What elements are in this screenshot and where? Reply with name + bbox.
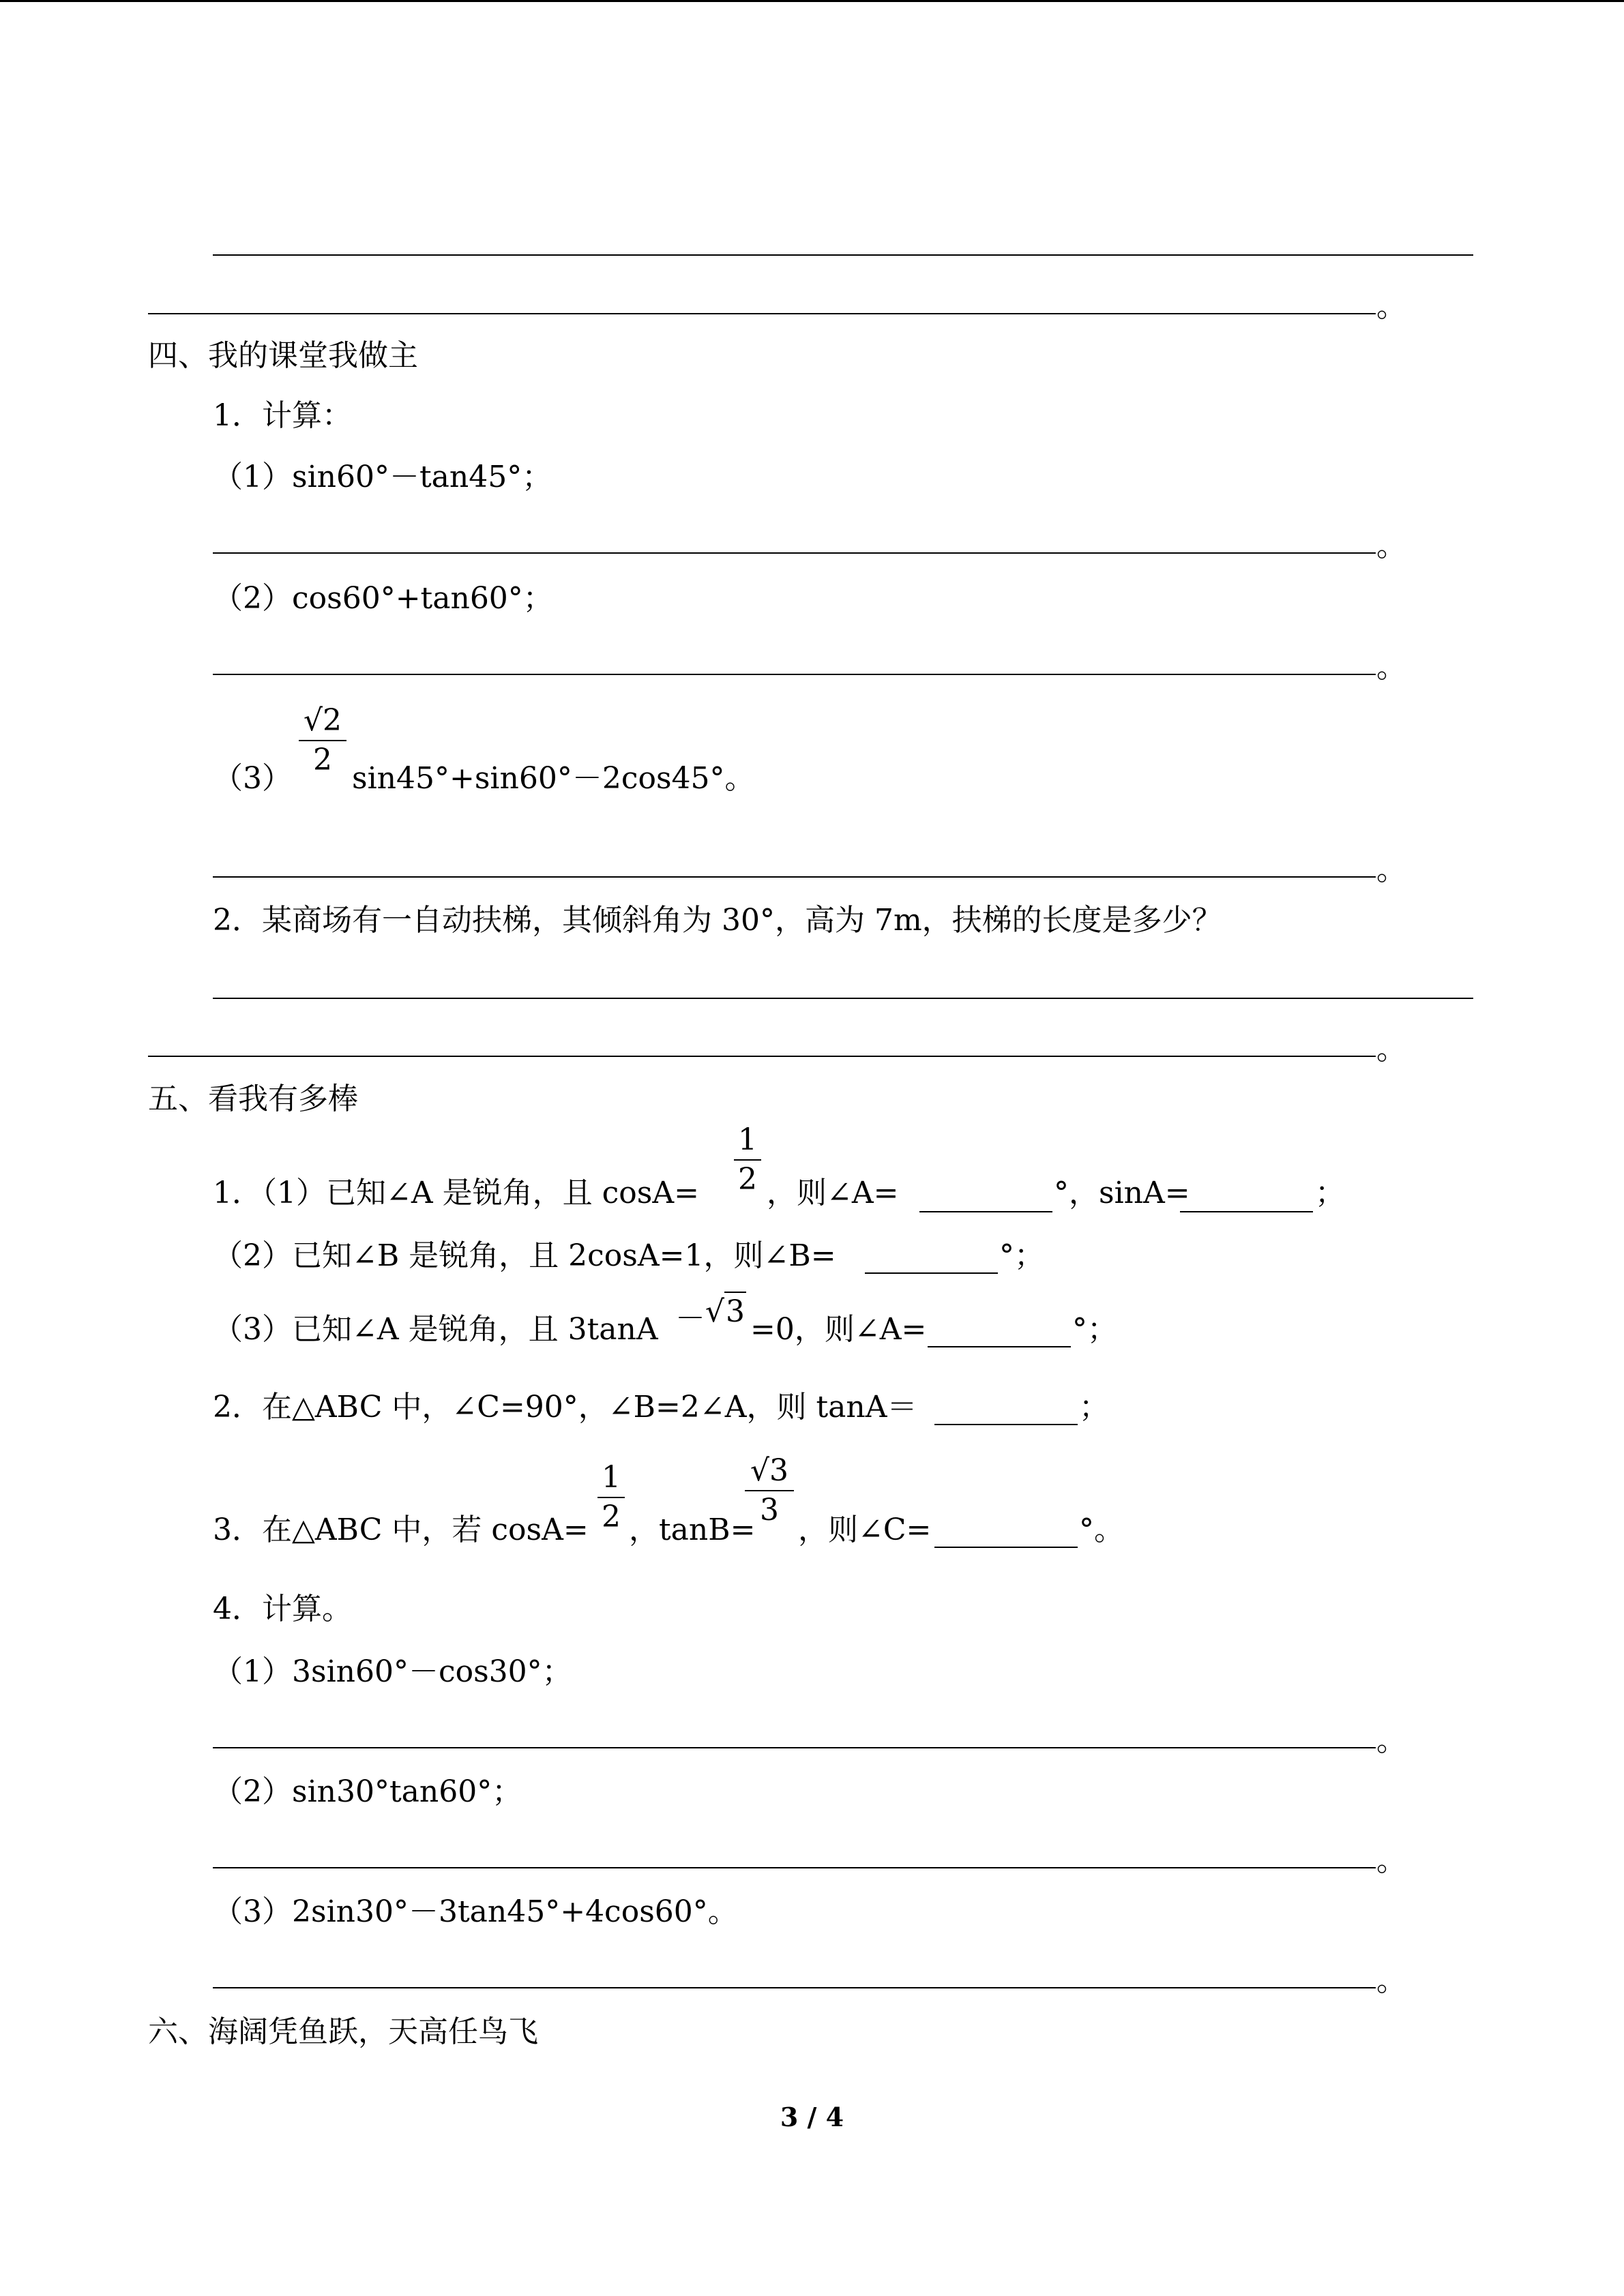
sqrt-3: √3 (705, 1297, 746, 1327)
fraction-1-over-2 (734, 1122, 761, 1197)
question-part: （3）2sin30°－3tan45°+4cos60°。 (213, 1894, 738, 1929)
line-end-mark: 。 (1376, 1963, 1406, 1998)
fraction-sqrt2-over-2 (299, 703, 346, 777)
answer-line[interactable] (213, 1867, 1376, 1868)
line-end-mark: 。 (1376, 1032, 1406, 1067)
question-part-rest: sin45°+sin60°－2cos45°。 (352, 761, 755, 796)
line-end-mark: 。 (1376, 1723, 1406, 1758)
question-part: 1．（1）已知∠A 是锐角，且 cosA= (213, 1176, 699, 1210)
line-end-mark: 。 (1376, 528, 1406, 563)
question-text: ，则∠C= (798, 1512, 932, 1547)
fraction-numerator: √2 (303, 703, 342, 738)
question-part: =0，则∠A= (750, 1312, 927, 1347)
fraction-numerator: 1 (738, 1122, 757, 1157)
question-title: 1．计算： (213, 398, 352, 433)
fraction-1-over-2 (597, 1460, 625, 1534)
line-end-mark: 。 (1376, 852, 1406, 887)
question-text: ； (1079, 1390, 1109, 1425)
minus-sign: － (675, 1301, 705, 1336)
question-part: ； (1315, 1176, 1345, 1210)
fill-blank[interactable] (934, 1424, 1078, 1425)
fraction-denominator: 2 (738, 1162, 757, 1197)
answer-line[interactable] (213, 876, 1376, 878)
fill-blank[interactable] (919, 1211, 1052, 1212)
question-part: °； (999, 1238, 1044, 1273)
line-end-mark: 。 (1376, 1843, 1406, 1878)
fraction-sqrt3-over-3 (745, 1453, 794, 1527)
answer-line[interactable] (148, 1056, 1376, 1057)
fraction-denominator: 2 (602, 1500, 621, 1534)
question-text: 3．在△ABC 中，若 cosA= (213, 1512, 589, 1547)
fraction-numerator: 1 (602, 1460, 621, 1495)
fraction-bar (745, 1490, 794, 1491)
answer-line[interactable] (213, 998, 1473, 999)
question-part: （1）sin60°－tan45°； (213, 460, 552, 494)
fraction-numerator: √3 (750, 1453, 789, 1488)
fraction-bar (734, 1159, 761, 1161)
question-part: （2）cos60°+tan60°； (213, 581, 553, 616)
fraction-denominator: 2 (313, 743, 332, 777)
answer-line[interactable] (213, 674, 1376, 675)
fraction-denominator: 3 (760, 1493, 779, 1527)
question-text: °。 (1079, 1512, 1124, 1547)
answer-line[interactable] (213, 254, 1473, 256)
line-end-mark: 。 (1376, 289, 1406, 324)
fill-blank[interactable] (1180, 1211, 1313, 1212)
question-part: °； (1072, 1312, 1117, 1347)
section-heading-five: 五、看我有多棒 (148, 1082, 358, 1116)
question-text: 2．某商场有一自动扶梯，其倾斜角为 30°，高为 7m，扶梯的长度是多少？ (213, 903, 1222, 938)
answer-line[interactable] (213, 1747, 1376, 1748)
question-text: 2．在△ABC 中，∠C=90°，∠B=2∠A，则 tanA＝ (213, 1390, 917, 1425)
fill-blank[interactable] (934, 1547, 1078, 1548)
fill-blank[interactable] (865, 1272, 998, 1274)
question-text: ，tanB= (629, 1512, 756, 1547)
answer-line[interactable] (148, 313, 1376, 314)
page-number: 3 / 4 (780, 2102, 844, 2132)
answer-line[interactable] (213, 1987, 1376, 1988)
question-part: （1）3sin60°－cos30°； (213, 1654, 572, 1689)
question-part-prefix: （3） (213, 761, 292, 796)
fraction-bar (299, 740, 346, 741)
question-part: （2）sin30°tan60°； (213, 1774, 522, 1809)
answer-line[interactable] (213, 552, 1376, 554)
question-part: °，sinA= (1054, 1176, 1190, 1210)
fill-blank[interactable] (928, 1346, 1071, 1347)
fraction-bar (597, 1497, 625, 1498)
line-end-mark: 。 (1376, 650, 1406, 685)
question-part: （2）已知∠B 是锐角，且 2cosA=1，则∠B= (213, 1238, 836, 1273)
question-part: （3）已知∠A 是锐角，且 3tanA (213, 1312, 658, 1347)
page-top-border (0, 0, 1624, 2)
section-heading-four: 四、我的课堂我做主 (148, 338, 418, 373)
question-part: ，则∠A= (767, 1176, 899, 1210)
section-heading-six: 六、海阔凭鱼跃，天高任鸟飞 (148, 2014, 538, 2049)
question-title: 4．计算。 (213, 1592, 352, 1626)
